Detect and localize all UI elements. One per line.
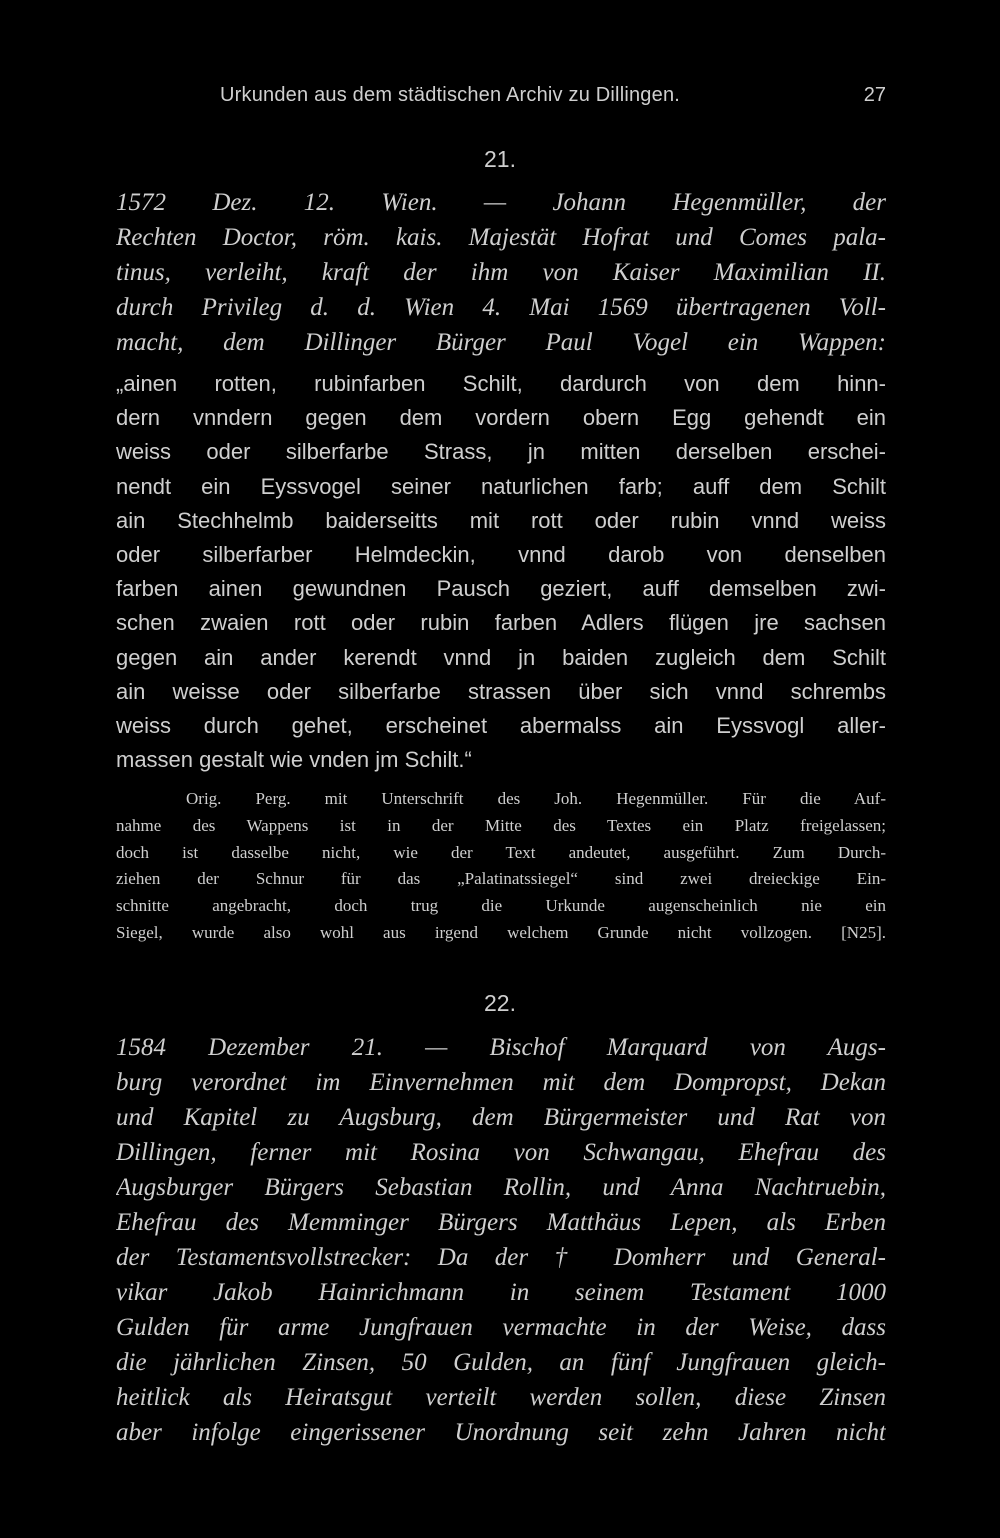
regest-line: Ehefrau des Memminger Bürgers Matthäus Lepen, als Erben (116, 1209, 886, 1236)
regest-line: Gulden für arme Jungfrauen vermachte in der Weise, dass (116, 1314, 886, 1341)
quote-line: nendt ein Eyssvogel seiner naturlichen farb; auff dem Schilt (116, 473, 886, 499)
regest-line: aber infolge eingerissener Unordnung seit zehn Jahren nicht (116, 1419, 886, 1446)
quote-line: farben ainen gewundnen Pausch geziert, auff demselben zwi- (116, 576, 886, 602)
regest-line: 1584 Dezember 21. — Bischof Marquard von Augs- (116, 1034, 886, 1061)
note-line: nahme des Wappens ist in der Mitte des Textes ein Platz freigelassen; (116, 815, 886, 835)
regest-line: der Testamentsvollstrecker: Da der † Domherr und General- (116, 1244, 886, 1271)
regest-line: burg verordnet im Einvernehmen mit dem Dompropst, Dekan (116, 1069, 886, 1096)
blazon-quote-21 (116, 367, 886, 777)
running-head (116, 84, 886, 114)
regest-line: durch Privileg d. d. Wien 4. Mai 1569 übertragenen Voll- (116, 294, 886, 321)
quote-line: weiss durch gehet, erscheinet abermalss ain Eyssvogl aller- (116, 712, 886, 738)
regest-line: tinus, verleiht, kraft der ihm von Kaiser Maximilian II. (116, 259, 886, 286)
quote-line: schen zwaien rott oder rubin farben Adlers flügen jre sachsen (116, 610, 886, 636)
quote-line: dern vnndern gegen dem vordern obern Egg gehendt ein (116, 405, 886, 431)
regest-line: macht, dem Dillinger Bürger Paul Vogel ein Wappen: (116, 329, 886, 356)
quote-line: weiss oder silberfarbe Strass, jn mitten derselben erschei- (116, 439, 886, 465)
regest-22 (116, 1030, 886, 1450)
regest-line: vikar Jakob Hainrichmann in seinem Testament 1000 (116, 1279, 886, 1306)
note-line: schnitte angebracht, doch trug die Urkunde augenscheinlich nie ein (116, 896, 886, 916)
note-line: doch ist dasselbe nicht, wie der Text andeutet, ausgeführt. Zum Durch- (116, 842, 886, 862)
quote-line: ain Stechhelmb baiderseitts mit rott oder rubin vnnd weiss (116, 507, 886, 533)
note-line: ziehen der Schnur für das „Palatinatssiegel“ sind zwei dreieckige Ein- (116, 869, 886, 889)
quote-line: „ainen rotten, rubinfarben Schilt, dardurch von dem hinn- (116, 371, 886, 396)
regest-line: heitlick als Heiratsgut verteilt werden sollen, diese Zinsen (116, 1384, 886, 1411)
regest-21 (116, 185, 886, 360)
regest-line: 1572 Dez. 12. Wien. — Johann Hegenmüller, der (116, 189, 886, 216)
regest-line: Augsburger Bürgers Sebastian Rollin, und Anna Nachtruebin, (116, 1174, 886, 1201)
regest-line: die jährlichen Zinsen, 50 Gulden, an fünf Jungfrauen gleich- (116, 1349, 886, 1376)
document-number-21: 21. (484, 146, 516, 172)
note-line: Orig. Perg. mit Unterschrift des Joh. Hegenmüller. Für die Auf- (186, 789, 886, 808)
quote-line: ain weisse oder silberfarbe strassen über sich vnnd schrembs (116, 678, 886, 704)
quote-line: massen gestalt wie vnden jm Schilt.“ (116, 747, 472, 773)
page-number: 27 (863, 84, 886, 106)
regest-line: und Kapitel zu Augsburg, dem Bürgermeister und Rat von (116, 1104, 886, 1131)
quote-line: gegen ain ander kerendt vnnd jn baiden zugleich dem Schilt (116, 644, 886, 670)
quote-line: oder silberfarber Helmdeckin, vnnd darob von denselben (116, 541, 886, 567)
regest-line: Dillingen, ferner mit Rosina von Schwangau, Ehefrau des (116, 1139, 886, 1166)
archival-note-21 (116, 786, 886, 947)
note-line: Siegel, wurde also wohl aus irgend welchem Grunde nicht vollzogen. [N25]. (116, 922, 886, 942)
regest-line: Rechten Doctor, röm. kais. Majestät Hofrat und Comes pala- (116, 224, 886, 251)
document-number-22: 22. (484, 990, 516, 1016)
running-head-title: Urkunden aus dem städtischen Archiv zu Dillingen. (220, 84, 681, 106)
